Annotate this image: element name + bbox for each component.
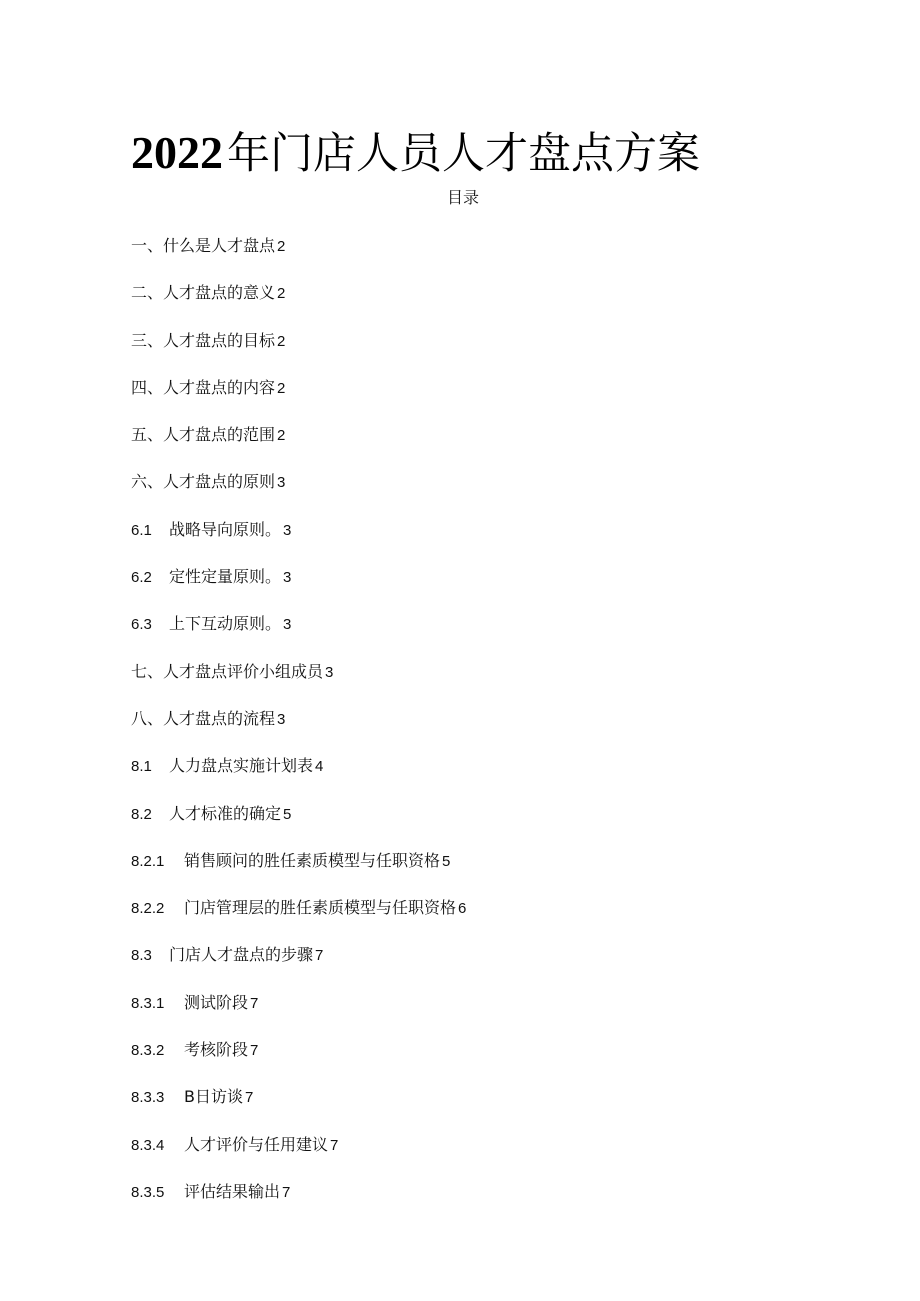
- toc-entry[interactable]: [131, 469, 466, 516]
- toc-entry[interactable]: [131, 942, 466, 989]
- toc-entry[interactable]: [131, 801, 466, 848]
- toc-entry-page-number: 7: [250, 994, 259, 1012]
- toc-entry-label: 门店管理层的胜任素质模型与任职资格: [184, 898, 457, 918]
- toc-entry-number: 8.3.5: [131, 1183, 165, 1201]
- toc-entry-number: 8.3: [131, 947, 152, 965]
- toc-entry-number: 6.2: [131, 569, 152, 587]
- toc-entry-label: 战略导向原则。: [169, 519, 282, 539]
- toc-entry-number: 6.1: [131, 521, 152, 539]
- toc-entry-page-number: 4: [315, 758, 324, 776]
- toc-entry-label: 考核阶段: [184, 1040, 249, 1060]
- toc-entry-number: 8.1: [131, 758, 152, 776]
- toc-entry-number: 8.2.1: [131, 852, 165, 870]
- toc-entry-page-number: 7: [315, 947, 324, 965]
- toc-entry-number: 8.3.4: [131, 1136, 165, 1154]
- toc-entry-page-number: 5: [283, 805, 292, 823]
- toc-entry-page-number: 2: [277, 332, 286, 350]
- toc-entry-label: 上下互动原则。: [169, 614, 282, 634]
- toc-entry[interactable]: [131, 1084, 466, 1131]
- toc-entry-label: 六、人才盘点的原则: [131, 472, 276, 492]
- toc-entry[interactable]: [131, 422, 466, 469]
- toc-entry-label: 人才评价与任用建议: [184, 1134, 329, 1154]
- toc-entry-page-number: 5: [442, 852, 451, 870]
- toc-entry-page-number: 2: [277, 238, 286, 255]
- toc-entry[interactable]: [131, 328, 466, 375]
- toc-entry-label: 八、人才盘点的流程: [131, 708, 276, 728]
- toc-entry[interactable]: [131, 1132, 466, 1179]
- toc-entry[interactable]: [131, 233, 466, 280]
- toc-entry-number: 8.3.3: [131, 1089, 165, 1107]
- toc-entry[interactable]: [131, 375, 466, 422]
- toc-entry-page-number: 7: [282, 1183, 291, 1201]
- toc-entry-page-number: 3: [325, 663, 334, 681]
- toc-entry[interactable]: [131, 517, 466, 564]
- toc-entry-label: 定性定量原则。: [169, 567, 282, 587]
- title-text: 年门店人员人才盘点方案: [227, 129, 700, 179]
- toc-entry-page-number: 7: [250, 1042, 259, 1060]
- toc-entry-label: 人才标准的确定: [169, 803, 282, 823]
- toc-entry-label: 五、人才盘点的范围: [131, 425, 276, 445]
- toc-entry[interactable]: [131, 895, 466, 942]
- toc-entry-label: 销售顾问的胜任素质模型与任职资格: [184, 850, 441, 870]
- toc-entry-page-number: 3: [283, 616, 292, 634]
- title-year: 2022: [131, 127, 223, 178]
- toc-heading: 目录: [446, 188, 479, 207]
- toc-entry[interactable]: [131, 753, 466, 800]
- toc-entry-page-number: 2: [277, 379, 286, 397]
- toc-entry-page-number: 3: [277, 710, 286, 728]
- document-title: [131, 126, 700, 181]
- toc-entry-label: B日访谈: [184, 1087, 243, 1107]
- toc-entry-label: 三、人才盘点的目标: [131, 330, 276, 350]
- toc-entry-page-number: 2: [277, 285, 286, 303]
- toc-entry-label: 测试阶段: [184, 992, 249, 1012]
- toc-entry-page-number: 2: [277, 427, 286, 445]
- toc-entry-label: 门店人才盘点的步骤: [169, 945, 314, 965]
- toc-entry[interactable]: [131, 848, 466, 895]
- toc-entry[interactable]: [131, 990, 466, 1037]
- toc-entry-number: 8.2.2: [131, 900, 165, 918]
- toc-entry-page-number: 3: [277, 474, 286, 492]
- table-of-contents: [131, 233, 466, 1226]
- toc-entry-page-number: 3: [283, 521, 292, 539]
- toc-entry[interactable]: [131, 706, 466, 753]
- toc-entry-label: 评估结果输出: [184, 1181, 281, 1201]
- toc-entry-page-number: 3: [283, 569, 292, 587]
- toc-entry-number: 6.3: [131, 616, 152, 634]
- toc-entry[interactable]: [131, 280, 466, 327]
- toc-entry-number: 8.2: [131, 805, 152, 823]
- toc-entry-page-number: 6: [458, 900, 467, 918]
- toc-entry-page-number: 7: [244, 1089, 254, 1107]
- toc-entry-label: 一、什么是人才盘点: [131, 236, 276, 255]
- toc-entry-label: 二、人才盘点的意义: [131, 283, 276, 303]
- toc-entry[interactable]: [131, 1037, 466, 1084]
- toc-entry[interactable]: [131, 1179, 466, 1226]
- toc-entry[interactable]: [131, 564, 466, 611]
- toc-entry-number: 8.3.1: [131, 994, 165, 1012]
- toc-entry[interactable]: [131, 659, 466, 706]
- toc-entry-label: 人力盘点实施计划表: [169, 756, 314, 776]
- toc-entry-label: 四、人才盘点的内容: [131, 377, 276, 397]
- toc-entry-page-number: 7: [330, 1136, 339, 1154]
- toc-entry[interactable]: [131, 611, 466, 658]
- toc-entry-number: 8.3.2: [131, 1042, 165, 1060]
- toc-entry-label: 七、人才盘点评价小组成员: [131, 661, 324, 681]
